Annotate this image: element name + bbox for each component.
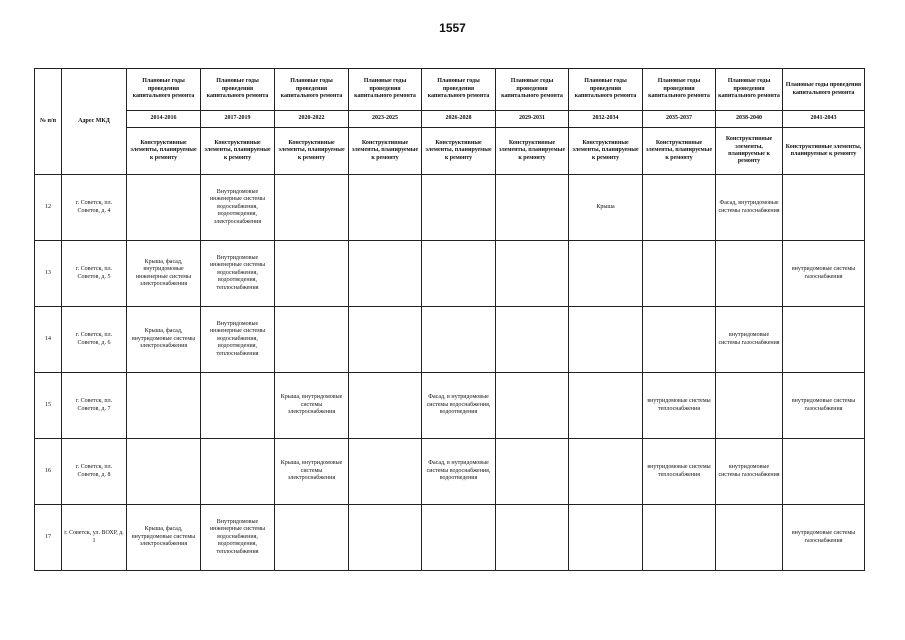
repair-elements-cell: Внутридомовые инженерные системы водоснабжения, водоотведения, электроснабжения: [201, 175, 275, 241]
header-elements-label: Конструктивные элементы, планируемые к ремонту: [783, 128, 865, 175]
table-row: [35, 373, 865, 439]
repair-elements-cell: [349, 307, 422, 373]
header-row-elements: [35, 128, 865, 175]
row-address: г. Советск, ул. ВОХР, д. 1: [62, 505, 127, 571]
row-address: г. Советск, пл. Советов, д. 4: [62, 175, 127, 241]
header-number: № п/п: [35, 69, 62, 175]
repair-elements-cell: [422, 241, 496, 307]
capital-repair-schedule-table: [34, 68, 865, 571]
repair-elements-cell: [127, 175, 201, 241]
table-row: [35, 439, 865, 505]
repair-elements-cell: Крыша, фасад, внутридомовые инженерные системы электроснабжения: [127, 241, 201, 307]
repair-elements-cell: Крыша, внутридомовые системы электроснабжения: [275, 439, 349, 505]
repair-elements-cell: [569, 373, 643, 439]
header-year-range: 2035-2037: [643, 111, 716, 128]
repair-elements-cell: [275, 505, 349, 571]
repair-elements-cell: внутридомовые системы газоснабжения: [783, 505, 865, 571]
repair-elements-cell: внутридомовые системы теплоснабжения: [643, 373, 716, 439]
row-address: г. Советск, пл. Советов, д. 5: [62, 241, 127, 307]
repair-elements-cell: [643, 505, 716, 571]
repair-elements-cell: Внутридомовые инженерные системы водоснабжения, водоотведения, теплоснабжения: [201, 241, 275, 307]
repair-elements-cell: Крыша, фасад, внутридомовые системы электроснабжения: [127, 505, 201, 571]
row-number: 12: [35, 175, 62, 241]
row-address: г. Советск, пл. Советов, д. 6: [62, 307, 127, 373]
repair-elements-cell: [422, 307, 496, 373]
header-elements-label: Конструктивные элементы, планируемые к ремонту: [349, 128, 422, 175]
repair-elements-cell: [201, 373, 275, 439]
repair-elements-cell: [496, 175, 569, 241]
row-number: 17: [35, 505, 62, 571]
repair-elements-cell: [716, 241, 783, 307]
repair-elements-cell: [496, 439, 569, 505]
repair-elements-cell: Крыша: [569, 175, 643, 241]
repair-elements-cell: внутридомовые системы газоснабжения: [783, 241, 865, 307]
repair-elements-cell: Фасад, в нутридомовые системы водоснабжения, водоотведения: [422, 439, 496, 505]
row-address: г. Советск, пл. Советов, д. 7: [62, 373, 127, 439]
repair-elements-cell: [716, 505, 783, 571]
table-row: [35, 241, 865, 307]
repair-elements-cell: [496, 307, 569, 373]
header-year-range: 2026-2028: [422, 111, 496, 128]
header-period-label: Плановые годы проведения капитального ремонта: [422, 69, 496, 111]
row-number: 13: [35, 241, 62, 307]
repair-elements-cell: [275, 241, 349, 307]
repair-elements-cell: [496, 373, 569, 439]
repair-elements-cell: Крыша, фасад, внутридомовые системы электроснабжения: [127, 307, 201, 373]
repair-elements-cell: [716, 373, 783, 439]
repair-elements-cell: [569, 505, 643, 571]
repair-elements-cell: [783, 175, 865, 241]
header-period-label: Плановые годы проведения капитального ремонта: [496, 69, 569, 111]
header-period-label: Плановые годы проведения капитального ремонта: [569, 69, 643, 111]
repair-elements-cell: [496, 241, 569, 307]
repair-elements-cell: внутридомовые системы теплоснабжения: [643, 439, 716, 505]
header-period-label: Плановые годы проведения капитального ремонта: [643, 69, 716, 111]
repair-elements-cell: [569, 439, 643, 505]
header-year-range: 2017-2019: [201, 111, 275, 128]
header-address: Адрес МКД: [62, 69, 127, 175]
header-elements-label: Конструктивные элементы, планируемые к ремонту: [127, 128, 201, 175]
header-year-range: 2038-2040: [716, 111, 783, 128]
header-period-label: Плановые годы проведения капитального ремонта: [275, 69, 349, 111]
repair-elements-cell: внутридомовые системы газоснабжения: [716, 439, 783, 505]
header-period-label: Плановые годы проведения капитального ремонта: [716, 69, 783, 111]
repair-elements-cell: Фасад, внутридомовые системы газоснабжения: [716, 175, 783, 241]
repair-elements-cell: [275, 175, 349, 241]
repair-elements-cell: [496, 505, 569, 571]
repair-elements-cell: [783, 439, 865, 505]
repair-elements-cell: Внутридомовые инженерные системы водоснабжения, водоотведения, теплоснабжения: [201, 505, 275, 571]
repair-elements-cell: [349, 505, 422, 571]
repair-elements-cell: [422, 175, 496, 241]
repair-elements-cell: [422, 505, 496, 571]
repair-elements-cell: внутридомовые системы газоснабжения: [783, 373, 865, 439]
header-row-years: [35, 111, 865, 128]
repair-elements-cell: [349, 241, 422, 307]
header-elements-label: Конструктивные элементы, планируемые к ремонту: [569, 128, 643, 175]
repair-elements-cell: [349, 439, 422, 505]
repair-elements-cell: [643, 241, 716, 307]
header-year-range: 2023-2025: [349, 111, 422, 128]
repair-elements-cell: [569, 241, 643, 307]
header-period-label: Плановые годы проведения капитального ремонта: [201, 69, 275, 111]
repair-elements-cell: [127, 373, 201, 439]
header-elements-label: Конструктивные элементы, планируемые к ремонту: [716, 128, 783, 175]
page-number: 1557: [439, 21, 466, 35]
repair-elements-cell: [349, 175, 422, 241]
repair-elements-cell: [783, 307, 865, 373]
repair-elements-cell: [275, 307, 349, 373]
repair-elements-cell: Фасад, в нутридомовые системы водоснабжения, водоотведения: [422, 373, 496, 439]
header-elements-label: Конструктивные элементы, планируемые к ремонту: [422, 128, 496, 175]
header-period-label: Плановые годы проведения капитального ремонта: [783, 69, 865, 111]
header-row-period-labels: [35, 69, 865, 111]
repair-elements-cell: [643, 307, 716, 373]
header-elements-label: Конструктивные элементы, планируемые к ремонту: [275, 128, 349, 175]
header-elements-label: Конструктивные элементы, планируемые к ремонту: [496, 128, 569, 175]
table-row: [35, 307, 865, 373]
row-number: 14: [35, 307, 62, 373]
header-year-range: 2020-2022: [275, 111, 349, 128]
header-elements-label: Конструктивные элементы, планируемые к ремонту: [201, 128, 275, 175]
repair-elements-cell: [643, 175, 716, 241]
row-address: г. Советск, пл. Советов, д. 8: [62, 439, 127, 505]
table-row: [35, 505, 865, 571]
header-elements-label: Конструктивные элементы, планируемые к ремонту: [643, 128, 716, 175]
header-year-range: 2032-2034: [569, 111, 643, 128]
repair-elements-cell: [569, 307, 643, 373]
table-row: [35, 175, 865, 241]
repair-elements-cell: Крыша, внутридомовые системы электроснабжения: [275, 373, 349, 439]
row-number: 16: [35, 439, 62, 505]
repair-elements-cell: Внутридомовые инженерные системы водоснабжения, водоотведения, теплоснабжения: [201, 307, 275, 373]
header-period-label: Плановые годы проведения капитального ремонта: [349, 69, 422, 111]
repair-elements-cell: [127, 439, 201, 505]
header-year-range: 2041-2043: [783, 111, 865, 128]
header-period-label: Плановые годы проведения капитального ремонта: [127, 69, 201, 111]
repair-elements-cell: [349, 373, 422, 439]
repair-elements-cell: [201, 439, 275, 505]
row-number: 15: [35, 373, 62, 439]
header-year-range: 2014-2016: [127, 111, 201, 128]
repair-elements-cell: внутридомовые системы газоснабжения: [716, 307, 783, 373]
header-year-range: 2029-2031: [496, 111, 569, 128]
